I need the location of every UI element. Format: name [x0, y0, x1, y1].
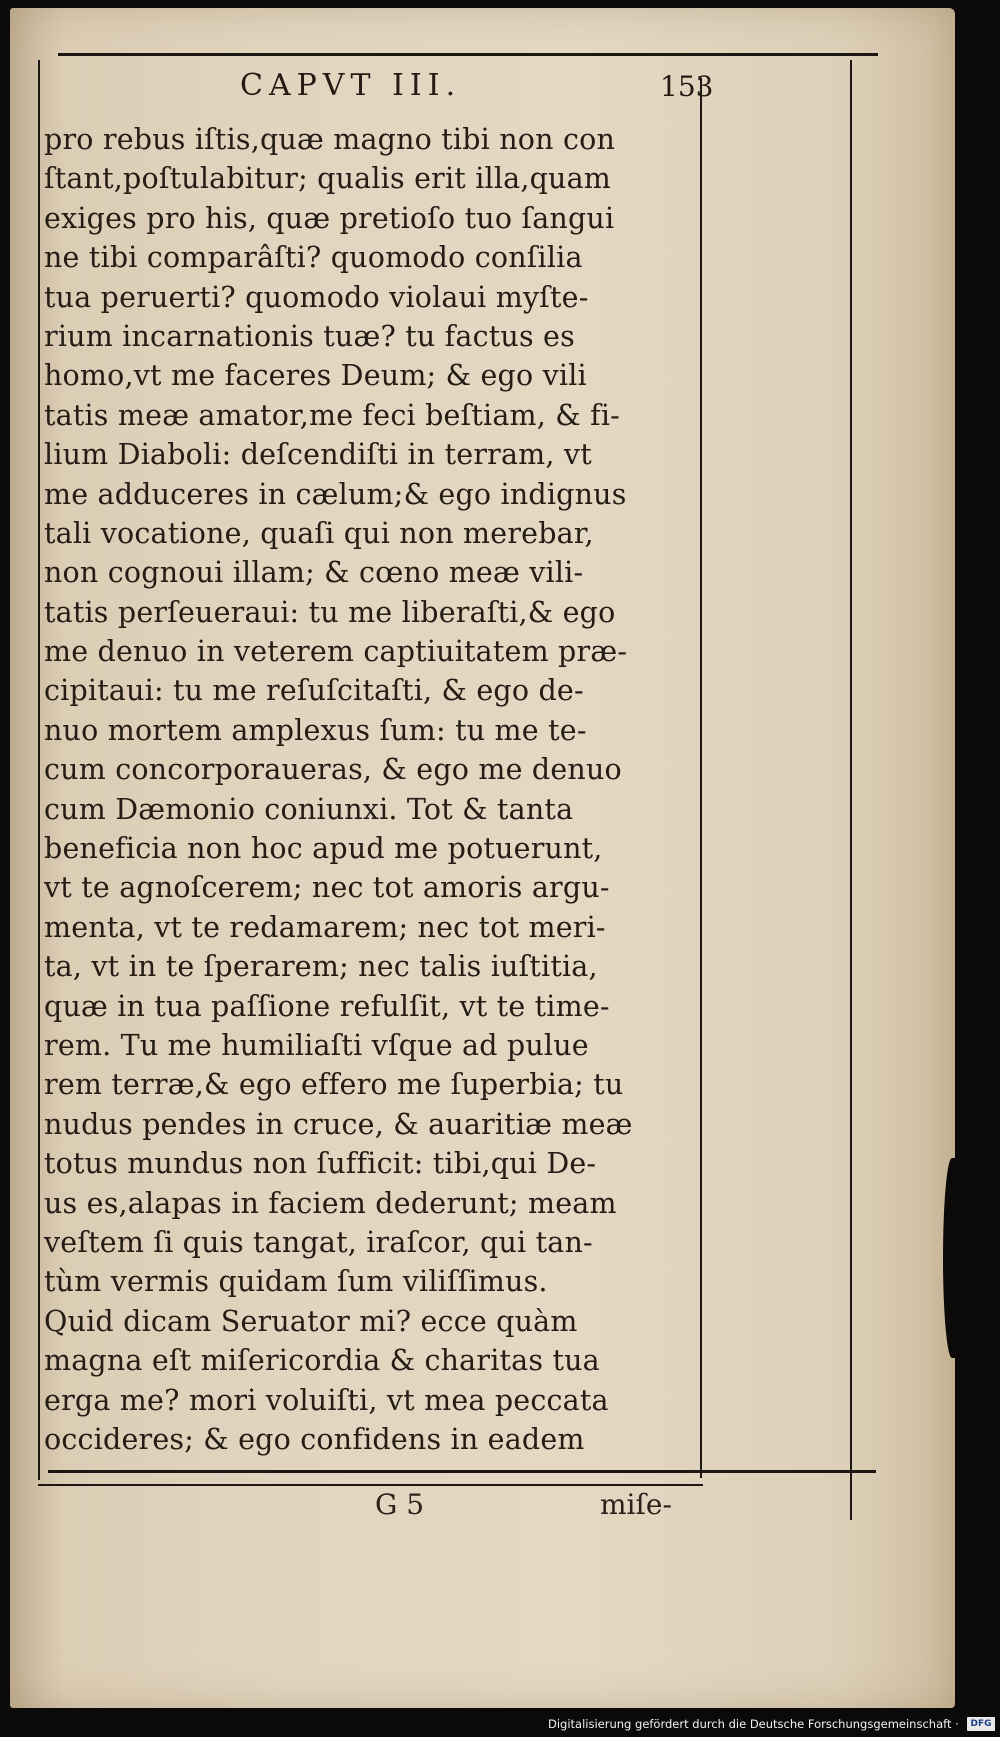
- text-line: tali vocatione, quaſi qui non merebar,: [44, 516, 594, 550]
- text-line: tatis perſeueraui: tu me liberaſti,& ego: [44, 595, 616, 629]
- top-rule: [58, 53, 878, 56]
- text-line: homo,vt me faceres Deum; & ego vili: [44, 359, 587, 393]
- text-line: nudus pendes in cruce, & auaritiæ meæ: [44, 1107, 633, 1141]
- text-line: me denuo in veterem captiuitatem præ-: [44, 635, 628, 669]
- text-line: tua peruerti? quomodo violaui myſte-: [44, 280, 589, 314]
- page-number: 153: [660, 70, 714, 103]
- left-margin-rule: [38, 60, 40, 1480]
- text-line: veſtem ſi quis tangat, iraſcor, qui tan-: [44, 1225, 593, 1259]
- digitization-credit: Digitalisierung gefördert durch die Deutsche Forschungsgemeinschaft ·: [548, 1717, 959, 1731]
- text-line: vt te agnoſcerem; nec tot amoris argu-: [44, 871, 610, 905]
- running-head: CAPVT III.: [240, 68, 462, 103]
- text-line: menta, vt te redamarem; nec tot meri-: [44, 910, 606, 944]
- text-line: cum Dæmonio coniunxi. Tot & tanta: [44, 792, 574, 826]
- text-line: occideres; & ego confidens in eadem: [44, 1422, 585, 1456]
- text-line: tatis meæ amator,me feci beſtiam, & fi-: [44, 398, 620, 432]
- text-line: tùm vermis quidam ſum viliſſimus.: [44, 1265, 548, 1299]
- text-line: cipitaui: tu me reſuſcitaſti, & ego de-: [44, 674, 584, 708]
- outer-right-rule: [850, 60, 852, 1520]
- text-line: nuo mortem amplexus ſum: tu me te-: [44, 713, 587, 747]
- text-line: quæ in tua paſſione refulſit, vt te time-: [44, 989, 610, 1023]
- text-line: erga me? mori voluiſti, vt mea peccata: [44, 1383, 609, 1417]
- text-bottom-rule: [38, 1484, 703, 1486]
- text-line: rium incarnationis tuæ? tu factus es: [44, 319, 575, 353]
- text-line: exiges pro his, quæ pretioſo tuo ſangui: [44, 201, 615, 235]
- text-line: pro rebus iſtis,quæ magno tibi non con: [44, 123, 616, 156]
- text-line: us es,alapas in faciem dederunt; meam: [44, 1186, 617, 1220]
- text-line: magna eſt miſericordia & charitas tua: [44, 1344, 600, 1378]
- body-text: [44, 120, 696, 1459]
- catchword: miſe-: [600, 1488, 672, 1521]
- signature-mark: G 5: [375, 1488, 425, 1521]
- text-line: ſtant,poſtulabitur; qualis erit illa,quam: [44, 162, 612, 196]
- text-line: rem terræ,& ego effero me ſuperbia; tu: [44, 1068, 624, 1102]
- bottom-rule: [48, 1470, 876, 1473]
- text-line: beneficia non hoc apud me potuerunt,: [44, 832, 603, 866]
- text-line: totus mundus non ſufficit: tibi,qui De-: [44, 1147, 597, 1181]
- text-line: ne tibi comparâſti? quomodo conſilia: [44, 241, 583, 275]
- text-line: ta, vt in te ſperarem; nec talis iuſtitia,: [44, 950, 598, 984]
- book-page: [10, 8, 955, 1708]
- right-margin-rule: [700, 78, 702, 1478]
- text-line: cum concorporaueras, & ego me denuo: [44, 753, 622, 787]
- text-line: lium Diaboli: deſcendiſti in terram, vt: [44, 438, 592, 472]
- text-line: Quid dicam Seruator mi? ecce quàm: [44, 1304, 578, 1338]
- text-line: non cognoui illam; & cœno meæ vili-: [44, 556, 584, 590]
- text-line: rem. Tu me humiliaſti vſque ad pulue: [44, 1028, 589, 1062]
- text-line: me adduceres in cælum;& ego indignus: [44, 477, 627, 511]
- dfg-logo: DFG: [967, 1717, 995, 1731]
